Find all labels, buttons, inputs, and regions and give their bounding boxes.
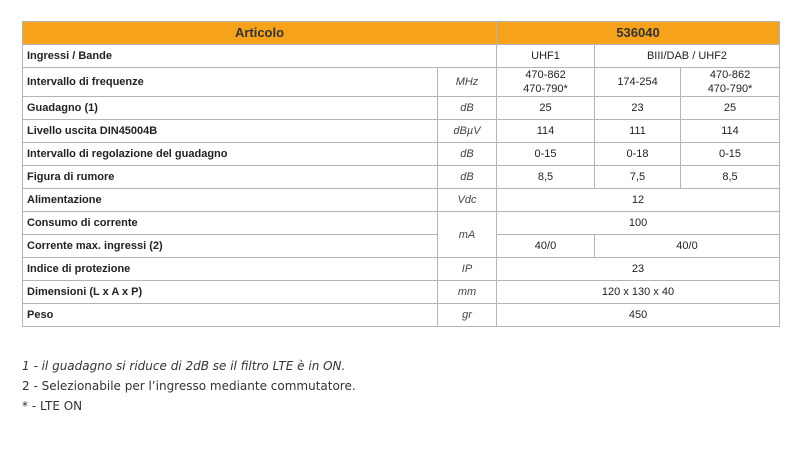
spec-table	[22, 21, 780, 327]
cell-protection: 23	[497, 258, 780, 281]
row-label-max-current: Corrente max. ingressi (2)	[23, 235, 438, 258]
cell-output-1: 114	[497, 120, 595, 143]
cell-dimensions: 120 x 130 x 40	[497, 281, 780, 304]
table-row	[23, 304, 780, 327]
row-label-dimensions: Dimensioni (L x A x P)	[23, 281, 438, 304]
cell-uhf1: UHF1	[497, 45, 595, 68]
table-row	[23, 143, 780, 166]
table-row	[23, 258, 780, 281]
cell-gain-range-1: 0-15	[497, 143, 595, 166]
row-label-inputs: Ingressi / Bande	[23, 45, 497, 68]
cell-gain-2: 23	[595, 97, 681, 120]
table-row	[23, 281, 780, 304]
unit-gain-range: dB	[438, 143, 497, 166]
row-label-weight: Peso	[23, 304, 438, 327]
footnote-1: 1 - il guadagno si riduce di 2dB se il filtro LTE è in ON.	[22, 359, 346, 373]
cell-gain-3: 25	[681, 97, 780, 120]
cell-frequency-3	[681, 68, 780, 97]
unit-frequency: MHz	[438, 68, 497, 97]
unit-output: dBµV	[438, 120, 497, 143]
cell-gain-range-3: 0-15	[681, 143, 780, 166]
header-article-code: 536040	[497, 22, 780, 45]
table-row	[23, 120, 780, 143]
table-row	[23, 166, 780, 189]
cell-output-2: 111	[595, 120, 681, 143]
row-label-consumption: Consumo di corrente	[23, 212, 438, 235]
cell-noise-3: 8,5	[681, 166, 780, 189]
table-row	[23, 97, 780, 120]
table-row	[23, 68, 780, 97]
cell-biii-uhf2: BIII/DAB / UHF2	[595, 45, 780, 68]
cell-noise-1: 8,5	[497, 166, 595, 189]
cell-gain-1: 25	[497, 97, 595, 120]
unit-power: Vdc	[438, 189, 497, 212]
cell-noise-2: 7,5	[595, 166, 681, 189]
table-row	[23, 212, 780, 235]
header-article-label: Articolo	[23, 22, 497, 45]
unit-gain: dB	[438, 97, 497, 120]
table-row	[23, 235, 780, 258]
footnotes	[22, 356, 356, 416]
table-row	[23, 189, 780, 212]
unit-noise: dB	[438, 166, 497, 189]
cell-output-3: 114	[681, 120, 780, 143]
cell-frequency-3b: 470-790*	[707, 83, 753, 95]
unit-weight: gr	[438, 304, 497, 327]
cell-max-current-1: 40/0	[497, 235, 595, 258]
cell-gain-range-2: 0-18	[595, 143, 681, 166]
table-row	[23, 45, 780, 68]
cell-frequency-1b: 470-790*	[523, 83, 568, 95]
cell-max-current-2: 40/0	[595, 235, 780, 258]
cell-weight: 450	[497, 304, 780, 327]
row-label-frequency: Intervallo di frequenze	[23, 68, 438, 97]
footnote-2: 2 - Selezionabile per l’ingresso mediante commutatore.	[22, 379, 356, 393]
row-label-noise: Figura di rumore	[23, 166, 438, 189]
cell-power: 12	[497, 189, 780, 212]
row-label-protection: Indice di protezione	[23, 258, 438, 281]
unit-dimensions: mm	[438, 281, 497, 304]
cell-frequency-3a: 470-862	[709, 69, 751, 81]
row-label-output: Livello uscita DIN45004B	[23, 120, 438, 143]
table-header-row	[23, 22, 780, 45]
cell-frequency-1	[497, 68, 595, 97]
cell-frequency-1a: 470-862	[525, 69, 566, 81]
row-label-power: Alimentazione	[23, 189, 438, 212]
unit-protection: IP	[438, 258, 497, 281]
cell-frequency-2: 174-254	[595, 68, 681, 97]
row-label-gain: Guadagno (1)	[23, 97, 438, 120]
row-label-gain-range: Intervallo di regolazione del guadagno	[23, 143, 438, 166]
cell-consumption: 100	[497, 212, 780, 235]
footnote-3: * - LTE ON	[22, 399, 83, 413]
unit-consumption: mA	[438, 212, 497, 258]
